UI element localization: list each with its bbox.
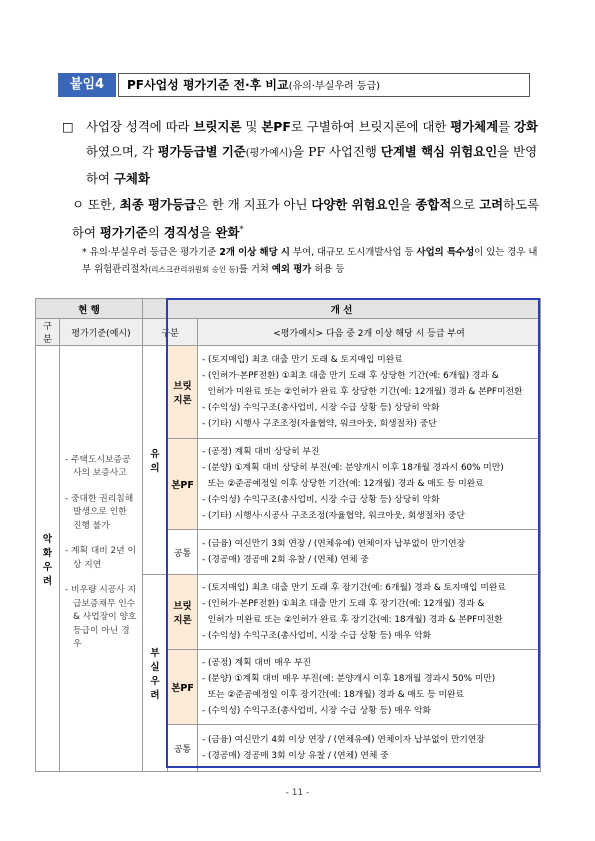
type-bridge: 브릿 지론 (168, 346, 198, 439)
text: 하도록 하여 (72, 197, 540, 241)
bold-text: 단계별 핵심 위험요인 (380, 144, 498, 159)
concern-bridge-cell (198, 575, 541, 650)
list-item: - (금융) 여신만기 3회 연장 / (연체유예) 연체이자 납부없이 만기연장 (202, 539, 466, 549)
list-item: - (분양) ①계획 대비 상당히 부진(예: 분양개시 이후 18개월 경과시 60% 미만) (202, 463, 504, 473)
footnote (82, 244, 542, 278)
list-item: 또는 ②준공예정일 이후 장기간(예: 18개월) 경과 & 매도 등 미완료 (202, 690, 464, 700)
grade-concern: 부실 우려 (143, 575, 168, 772)
title-main: PF사업성 평가기준 전·후 비교 (127, 78, 289, 92)
list-item: - (토지매입) 최초 대출 만기 도래 & 토지매입 미완료 (202, 355, 403, 365)
bold-text: 완화 (215, 225, 240, 241)
type-main: 본PF (168, 650, 198, 725)
text: 를 거쳐 (238, 264, 272, 275)
text: 으로 (451, 197, 480, 212)
text: 허용 등 (311, 264, 345, 275)
section-tag: 붙임4 (58, 73, 116, 97)
text: 부여, 대규모 도시개발사업 등 (289, 247, 417, 258)
list-item: - (기타) 시행사 구조조정(자율협약, 워크아웃, 회생절차) 중단 (202, 419, 437, 429)
header-current: 현 행 (36, 299, 143, 319)
text: 하였으며, 각 (86, 144, 158, 159)
text: 를 (498, 119, 515, 134)
list-item: - (인허가·본PF전환) ①최초 대출 만기 도래 후 장기간(예: 12개월) 경과 & (202, 599, 485, 609)
list-item: - (인허가·본PF전환) ①최초 대출 만기 도래 후 상당한 기간(예: 6개월) 경과 & (202, 371, 499, 381)
type-common: 공통 (168, 530, 198, 575)
caution-common-cell (198, 530, 541, 575)
list-item: 또는 ②준공예정일 이후 상당한 기간(예: 12개월) 경과 & 매도 등 미완료 (202, 479, 484, 489)
col-criteria: 평가기준(예시) (60, 319, 143, 346)
type-bridge: 브릿 지론 (168, 575, 198, 650)
list-item: - 계획 대비 2년 이상 지연 (65, 546, 136, 570)
list-item: - (수익성) 수익구조(총사업비, 시장 수급 상황 등) 매우 악화 (202, 706, 432, 716)
list-item: - (공정) 계획 대비 매우 부진 (202, 658, 312, 668)
page-title (118, 73, 530, 97)
bold-text: 최종 평가등급 (119, 197, 196, 212)
bold-text: 평가체계 (450, 119, 499, 134)
list-item: - (공정) 계획 대비 상당히 부진 (202, 447, 320, 457)
concern-common-cell (198, 725, 541, 772)
text: 을 반영하여 (86, 144, 538, 186)
bold-text: 평가기준 (99, 225, 148, 241)
text: 을 (399, 197, 416, 212)
text: 을 (199, 225, 216, 241)
grade-caution: 유의 (143, 346, 168, 575)
caution-bridge-cell (198, 346, 541, 439)
list-item: - (분양) ①계획 대비 매우 부진(예: 분양개시 이후 18개월 경과시 50% 미만) (202, 674, 496, 684)
text: 사업장 성격에 따라 (86, 119, 194, 134)
page-number: - 11 - (285, 788, 310, 798)
comparison-table (35, 298, 541, 772)
header-new: 개 선 (143, 299, 541, 319)
list-item: - (금융) 여신만기 4회 이상 연장 / (연체유예) 연체이자 납부없이 만기연장 (202, 735, 485, 745)
text: (평가예시) (245, 148, 293, 159)
bold-text: 고려 (479, 197, 504, 212)
list-item: - 중대한 권리침해 발생으로 인한 진행 불가 (65, 493, 134, 531)
current-criteria (60, 346, 143, 772)
list-item: 인허가 미완료 또는 ②인허가 완료 후 상당한 기간(예: 12개월) 경과 & 본PF미전환 (202, 387, 523, 397)
bold-text: 본PF (261, 119, 291, 134)
list-item: - 비우량 시공사 지급보증채무 인수 & 사업장이 양호등급이 아닌 경우 (65, 585, 137, 649)
text: 을 PF 사업진행 (292, 144, 381, 159)
list-item: - (경공매) 경공매 2회 유찰 / (연체) 연체 중 (202, 555, 369, 565)
col-gubun: 구분 (36, 319, 60, 346)
bold-text: 평가등급별 기준 (157, 144, 246, 159)
table-subheader-row (36, 319, 541, 346)
list-item: - (경공매) 경공매 3회 이상 유찰 / (연체) 연체 중 (202, 751, 389, 761)
square-bullet-icon: □ (62, 119, 74, 134)
type-common: 공통 (168, 725, 198, 772)
bold-text: 브릿지론 (193, 119, 242, 134)
table-header-row (36, 299, 541, 319)
list-item: - (수익성) 수익구조(총사업비, 시장 수급 상황 등) 상당히 악화 (202, 403, 440, 413)
bold-text: 다양한 위험요인 (311, 197, 400, 212)
bold-text: 구체화 (113, 171, 150, 186)
paragraph-main (64, 114, 544, 191)
list-item: - 주택도시보증공사의 보증사고 (65, 454, 131, 478)
text: 의 (147, 225, 164, 241)
text: 로 구별하여 브릿지론에 대한 (290, 119, 451, 134)
text: 및 (241, 119, 262, 134)
bold-text: 예외 평가 (271, 264, 312, 275)
col-gubun-new: 구분 (143, 319, 198, 346)
concern-main-cell (198, 650, 541, 725)
paragraph-sub (72, 192, 542, 245)
text: (리스크관리위원회 승인 등) (148, 265, 239, 274)
list-item: - (수익성) 수익구조(총사업비, 시장 수급 상황 등) 매우 악화 (202, 631, 432, 641)
bold-text: 2개 이상 해당 시 (219, 247, 290, 258)
list-item: - (기타) 시행사·시공사 구조조정(자율협약, 워크아웃, 회생절차) 중단 (202, 511, 466, 521)
list-item: 인허가 미완료 또는 ②인허가 완료 후 장기간(예: 18개월) 경과 & 본PF미전환 (202, 615, 503, 625)
text: 은 한 개 지표가 아닌 (195, 197, 312, 212)
text: 또한, (87, 197, 120, 212)
col-new-criteria: <평가예시> 다음 중 2개 이상 해당 시 등급 부여 (198, 319, 541, 346)
circle-bullet-icon: ㅇ (72, 197, 84, 212)
text: 이 있는 경우 내부 위험관리절차 (82, 247, 538, 275)
title-sub: (유의·부실우려 등급) (288, 81, 381, 92)
footnote-mark: * (239, 225, 244, 234)
table-row (36, 346, 541, 439)
bold-text: 종합적 (415, 197, 452, 212)
current-grade: 악화 우려 (36, 346, 60, 772)
list-item: - (토지매입) 최초 대출 만기 도래 후 장기간(예: 6개월) 경과 & 토지매입 미완료 (202, 583, 506, 593)
list-item: - (수익성) 수익구조(총사업비, 시장 수급 상황 등) 상당히 악화 (202, 495, 440, 505)
bold-text: 강화 (514, 119, 538, 134)
text: * 유의·부실우려 등급은 평가기준 (82, 247, 220, 258)
bold-text: 사업의 특수성 (416, 247, 475, 258)
type-main: 본PF (168, 439, 198, 530)
bold-text: 경직성 (163, 225, 200, 241)
caution-main-cell (198, 439, 541, 530)
